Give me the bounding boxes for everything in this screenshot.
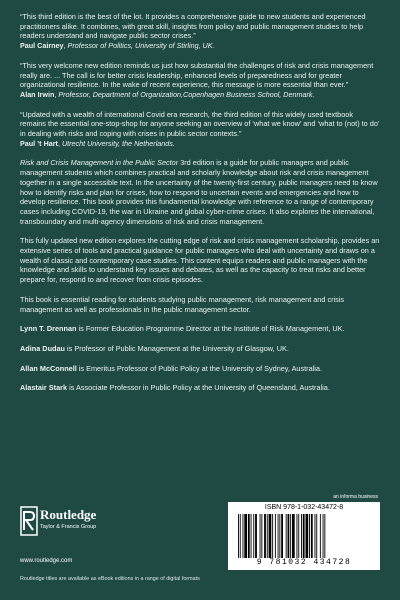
barcode-bar [278,514,279,558]
quote-author-role: Professor, Department of Organization,Copenhagen Business School, Denmark. [58,89,315,99]
barcode-bar [261,514,262,558]
barcode-bar [298,514,299,558]
endorsement-quote [20,110,380,149]
quote-attribution: Paul Cairney, Professor of Politics, University of Stirling, UK. [20,41,215,51]
barcode-bar [243,514,244,558]
author-name: Lynn T. Drennan [20,324,77,334]
description-paragraph: This fully updated new edition explores the cutting edge of risk and crisis management scholarship, provides an extensive series of tools and practical guidance for public managers who deal with uncertainty and draws on a wealth of classic and contemporary case studies. This content equips readers and public managers with the knowledge and skills to understand key issues and debates, as well as the capacity to treat risks and better prepare for, respond to and recover from crisis episodes. [20,236,380,285]
barcode-bar [297,514,298,558]
book-title: Risk and Crisis Management in the Public Sector [20,158,179,168]
publisher-url: www.routledge.com [20,558,73,564]
publisher-name: Routledge [40,507,97,522]
description-paragraph: This book is essential reading for students studying public management, risk management and crisis management as well as professionals in the public management sector. [20,294,345,314]
author-bio-text: is Professor of Public Management at the University of Glasgow, UK. [65,343,289,353]
barcode-bar [290,514,291,558]
barcode-bar [275,514,276,558]
quote-author: Paul ’t Hart [20,138,58,148]
barcode-bar [248,514,250,558]
author-bio-text: is Emeritus Professor of Public Policy at the University of Sydney, Australia. [76,363,322,373]
publisher-group: Taylor & Francis Group [40,524,97,530]
author-bio [20,344,380,354]
barcode-bar [292,514,295,558]
endorsement-quote [20,61,380,100]
barcode-bar [260,514,261,558]
author-name: Adina Dudau [20,343,65,353]
description-paragraph [20,158,380,226]
routledge-icon [20,506,38,536]
barcode-bar [316,514,317,558]
cover-footer [20,494,380,590]
barcode-bar [279,514,280,558]
barcode-bar [286,514,287,558]
barcode-bar [323,514,324,558]
author-bio [20,383,380,393]
barcode-bar [255,514,257,558]
isbn-barcode-box [228,502,380,570]
barcode-bar [272,514,273,558]
barcode-bar [324,514,325,558]
barcode-bar [240,514,241,558]
quote-text: “This third edition is the best of the lot. It provides a comprehensive guide to new students and experienced practitioners alike. It combines, with great skill, insights from policy and public management studies to help readers understand and navigate public sector crises.” [20,12,366,41]
barcode-bar [311,514,313,558]
barcode-bar [301,514,302,558]
quote-author-role: Professor of Politics, University of Stirling, UK. [67,41,215,51]
back-cover-text [20,12,380,403]
quote-attribution: Alan Irwin, Professor, Department of Organization,Copenhagen Business School, Denmark. [20,89,315,99]
barcode-digits: 9 781032 434728 [256,558,352,567]
barcode-bar [303,514,305,558]
informa-tagline: an informa business [333,494,378,500]
barcode-bar [264,514,266,558]
barcode-bar [251,514,252,558]
barcode-bar [244,514,247,558]
author-name: Allan McConnell [20,363,77,373]
barcode [236,514,372,558]
author-bio-text: is Former Education Programme Director at the Institute of Risk Management, UK. [76,324,345,334]
author-bio [20,324,380,334]
author-name: Alastair Stark [20,383,68,393]
quote-text: “This very welcome new edition reminds us just how substantial the challenges of risk and crisis management really are. ... The call is for better crisis leadership, enhanced levels of preparedness and for greater organizational resilience. In the wake of recent experience, this message is more essential than ever.” [20,60,374,90]
quote-author: Paul Cairney [20,41,64,51]
publisher-logo [20,506,110,554]
barcode-bar [315,514,316,558]
barcode-bar [320,514,321,558]
endorsement-quote [20,12,380,51]
quote-author-role: Utrecht University, the Netherlands. [61,138,175,148]
quote-attribution: Paul ’t Hart, Utrecht University, the Netherlands. [20,138,175,148]
author-bio-text: is Associate Professor in Public Policy at the University of Queensland, Australia. [67,383,330,393]
barcode-bar [238,514,239,558]
isbn: ISBN 978-1-032-43472-8 [264,504,344,511]
description-text: 3rd edition is a guide for public managers and public management students which combines practical and scholarly knowledge about risk and crisis management together in a single accessible text. In the uncertainty of the twenty-first century, public managers need to know how to identify risks and plan for crises, how to respond to uncertain events and emergencies and how to develop resilience. This book provides this fundamental knowledge with reference to a range of contemporary cases including COVID-19, the war in Ukraine and global cyber-crime crises. It also explores the international, transboundary and multi-agency dimensions of risk and crisis management. [20,158,378,226]
barcode-bar [253,514,254,558]
barcode-bar [288,514,290,558]
ebook-note: Routledge titles are available as eBook editions in a range of digital formats [20,576,200,582]
barcode-bar [281,514,283,558]
quote-author: Alan Irwin [20,89,55,99]
barcode-bar [306,514,309,558]
quote-text: “Updated with a wealth of international Covid era research, the third edition of this widely used textbook remains the essential one-stop-shop for anyone seeking an overview of ‘what we know’ and ‘what to (not) to do’ in dealing with risks and coping with crises in public sector contexts.” [20,109,380,139]
barcode-bar [269,514,272,558]
barcode-bar [309,514,310,558]
barcode-bar [267,514,268,558]
author-bio [20,364,380,374]
